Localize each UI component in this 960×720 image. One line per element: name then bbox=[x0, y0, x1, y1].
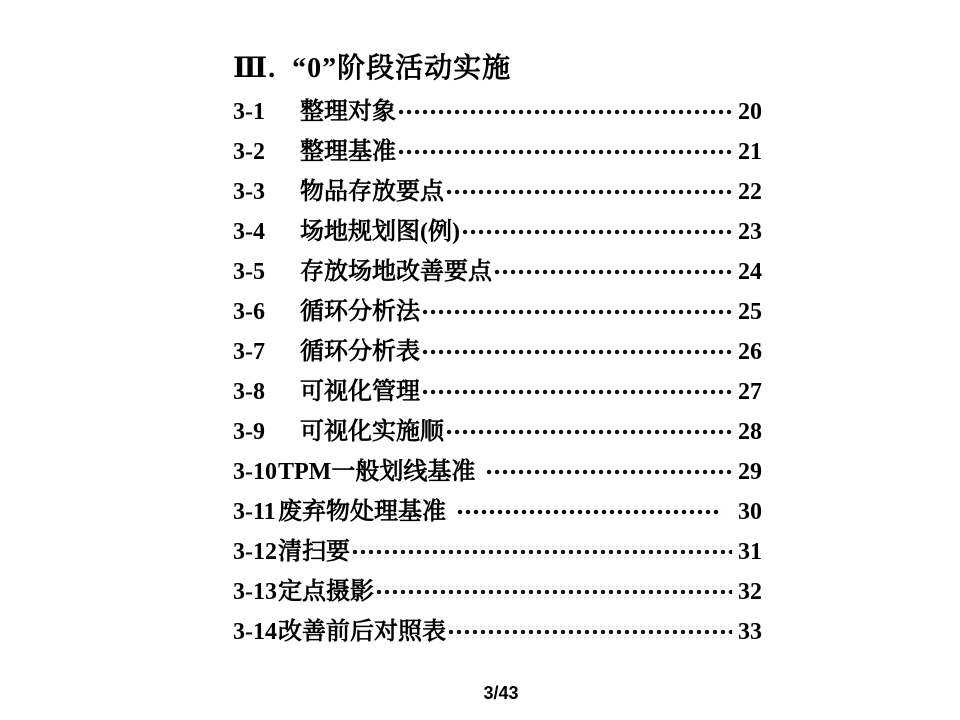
toc-item-number: 3-6 bbox=[233, 299, 265, 325]
toc-item-page: 26 bbox=[738, 339, 762, 365]
toc-row bbox=[233, 252, 762, 292]
toc-item-number: 3-8 bbox=[233, 379, 265, 405]
toc-item-title: 整理对象 bbox=[300, 99, 396, 125]
toc-item-title: 定点摄影 bbox=[278, 579, 374, 605]
toc-item-page: 33 bbox=[738, 619, 762, 645]
toc-row bbox=[233, 572, 762, 612]
toc-row bbox=[233, 372, 762, 412]
toc-row bbox=[233, 412, 762, 452]
toc-item-number: 3-3 bbox=[233, 179, 265, 205]
toc-item-number: 3-9 bbox=[233, 419, 265, 445]
table-of-contents bbox=[233, 51, 762, 652]
toc-row bbox=[233, 172, 762, 212]
toc-item-page: 30 bbox=[738, 499, 762, 525]
toc-item-page: 21 bbox=[738, 139, 762, 165]
toc-item-number: 3-2 bbox=[233, 139, 265, 165]
toc-item-title: TPM一般划线基准 bbox=[278, 459, 476, 485]
dot-leader bbox=[485, 452, 732, 492]
toc-row bbox=[233, 212, 762, 252]
dot-leader bbox=[445, 412, 732, 452]
toc-item-title: 场地规划图(例) bbox=[300, 219, 460, 245]
toc-row bbox=[233, 452, 762, 492]
dot-leader bbox=[421, 332, 732, 372]
dot-leader bbox=[447, 612, 732, 652]
toc-item-page: 20 bbox=[738, 99, 762, 125]
toc-row bbox=[233, 92, 762, 132]
toc-item-title: 整理基准 bbox=[300, 139, 396, 165]
toc-item-page: 25 bbox=[738, 299, 762, 325]
toc-row bbox=[233, 532, 762, 572]
dot-leader bbox=[397, 92, 732, 132]
toc-item-page: 22 bbox=[738, 179, 762, 205]
dot-leader bbox=[421, 372, 732, 412]
toc-item-number: 3-4 bbox=[233, 219, 265, 245]
toc-item-number: 3-11 bbox=[233, 499, 276, 525]
toc-item-title: 可视化实施顺 bbox=[300, 419, 444, 445]
toc-item-page: 24 bbox=[738, 259, 762, 285]
toc-item-title: 物品存放要点 bbox=[300, 179, 444, 205]
toc-row bbox=[233, 132, 762, 172]
toc-item-title: 存放场地改善要点 bbox=[300, 259, 492, 285]
toc-item-number: 3-7 bbox=[233, 339, 265, 365]
dot-leader bbox=[397, 132, 732, 172]
toc-item-number: 3-14 bbox=[233, 619, 277, 645]
toc-row bbox=[233, 292, 762, 332]
dot-leader bbox=[456, 492, 722, 532]
toc-row bbox=[233, 612, 762, 652]
toc-item-title: 改善前后对照表 bbox=[278, 619, 446, 645]
toc-item-title: 清扫要 bbox=[278, 539, 350, 565]
toc-item-number: 3-1 bbox=[233, 99, 265, 125]
toc-item-number: 3-12 bbox=[233, 539, 277, 565]
toc-item-title: 可视化管理 bbox=[300, 379, 420, 405]
toc-item-number: 3-13 bbox=[233, 579, 277, 605]
toc-item-title: 废弃物处理基准 bbox=[278, 499, 446, 525]
dot-leader bbox=[461, 212, 732, 252]
dot-leader bbox=[421, 292, 732, 332]
toc-item-page: 23 bbox=[738, 219, 762, 245]
toc-item-title: 循环分析法 bbox=[300, 299, 420, 325]
toc-item-page: 32 bbox=[738, 579, 762, 605]
toc-item-page: 29 bbox=[738, 459, 762, 485]
toc-row bbox=[233, 332, 762, 372]
section-title: Ⅲ. “0”阶段活动实施 bbox=[233, 53, 512, 84]
slide-page-indicator: 3/43 bbox=[483, 683, 519, 703]
toc-item-number: 3-5 bbox=[233, 259, 265, 285]
dot-leader bbox=[375, 572, 732, 612]
toc-item-page: 31 bbox=[738, 539, 762, 565]
dot-leader bbox=[493, 252, 732, 292]
toc-item-title: 循环分析表 bbox=[300, 339, 420, 365]
dot-leader bbox=[351, 532, 732, 572]
toc-item-page: 28 bbox=[738, 419, 762, 445]
toc-row bbox=[233, 492, 762, 532]
dot-leader bbox=[445, 172, 732, 212]
toc-item-page: 27 bbox=[738, 379, 762, 405]
toc-item-number: 3-10 bbox=[233, 459, 277, 485]
